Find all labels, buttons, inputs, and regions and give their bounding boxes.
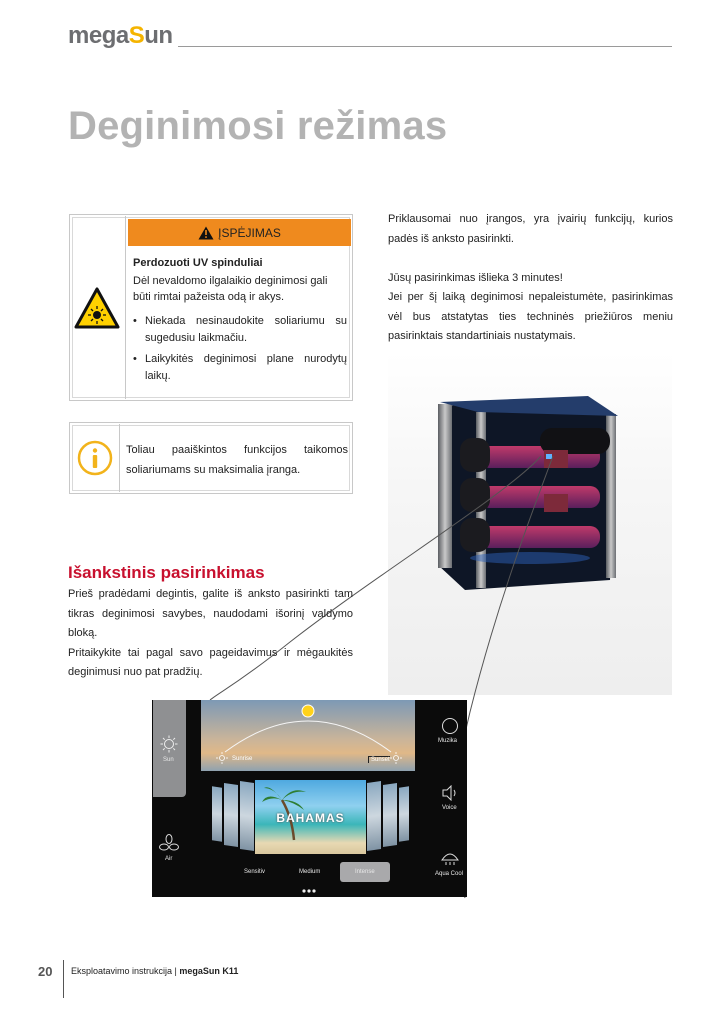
page-title: Deginimosi režimas: [68, 104, 448, 148]
destination-thumb[interactable]: [212, 786, 222, 841]
paragraph: Pritaikykite tai pagal savo pageidavimus ir mėgaukitės deginimusi nuo pat pradžių.: [68, 646, 353, 678]
destination-thumb[interactable]: [399, 786, 409, 841]
page-number: 20: [38, 964, 53, 979]
aqua-cool-icon[interactable]: [441, 850, 459, 866]
paragraph: Jūsų pasirinkimas išlieka 3 minutes!: [388, 271, 563, 284]
info-text: Toliau paaiškintos funkcijos taikomos soliariumams su maksimalia įranga.: [126, 444, 348, 476]
sunset-label: Sunset: [368, 756, 390, 763]
brand-logo: megaSun: [68, 22, 173, 49]
pagination-dots: [302, 888, 316, 894]
voice-label: Voice: [442, 805, 457, 811]
warning-triangle-icon: [198, 226, 214, 240]
uv-radiation-warning-icon: [74, 287, 120, 329]
warning-list: [133, 313, 347, 389]
music-label: Muzika: [438, 738, 458, 744]
paragraph: Priklausomai nuo įrangos, yra įvairių funkcijų, kurios padės iš anksto pasirinkti.: [388, 213, 673, 245]
tab-air-label: Air: [165, 856, 173, 862]
speaker-icon[interactable]: [441, 785, 459, 801]
mode-medium[interactable]: Medium: [299, 869, 321, 875]
info-divider: [119, 424, 120, 492]
right-column-text: [388, 210, 673, 347]
warning-label: ĮSPĖJIMAS: [218, 225, 281, 240]
footer-text: Eksploatavimo instrukcija | megaSun K11: [71, 966, 239, 976]
destination-thumb[interactable]: [224, 783, 238, 847]
footer-rule: [63, 960, 64, 998]
destination-thumb[interactable]: [367, 781, 381, 851]
warning-body: Dėl nevaldomo ilgalaikio deginimosi gali būti rimtai pažeista odą ir akys.: [133, 275, 328, 303]
paragraph: Prieš pradėdami degintis, galite iš anksto pasirinkti tam tikras deginimosi savybes, naudodami išorinį valdymo bloką.: [68, 588, 353, 639]
warning-heading: Perdozuoti UV spinduliai: [133, 257, 263, 269]
warning-header: [128, 219, 351, 246]
warning-list-item: • Laikykitės deginimosi plane nurodytų laikų.: [133, 351, 347, 385]
sunrise-icon: [216, 752, 228, 764]
section-body: [68, 585, 353, 683]
destination-thumb[interactable]: [240, 781, 254, 851]
sunset-icon: [390, 752, 402, 764]
mode-sensitiv[interactable]: Sensitiv: [244, 869, 266, 875]
sun-icon: [160, 735, 178, 753]
destination-thumb[interactable]: [383, 783, 397, 847]
warning-list-item: • Niekada nesinaudokite soliariumu su sugedusiu laikmačiu.: [133, 313, 347, 347]
sunrise-label: Sunrise: [232, 756, 253, 762]
section-title: Išankstinis pasirinkimas: [68, 563, 265, 582]
mode-intense-label: Intense: [355, 869, 375, 875]
fan-icon: [159, 834, 179, 854]
paragraph: Jei per šį laiką deginimosi nepaleistumėte, pasirinkimas vėl bus atstatytas ties techninės priežiūros meniu pasirinktais standartiniais nustatymais.: [388, 291, 673, 342]
warning-divider: [125, 216, 126, 399]
header-rule: [178, 46, 672, 47]
music-icon[interactable]: [442, 718, 458, 734]
info-icon: [77, 440, 113, 476]
aqua-cool-label: Aqua Cool: [435, 871, 464, 877]
destination-name: BAHAMAS: [276, 811, 345, 825]
tab-sun-label: Sun: [163, 757, 174, 763]
